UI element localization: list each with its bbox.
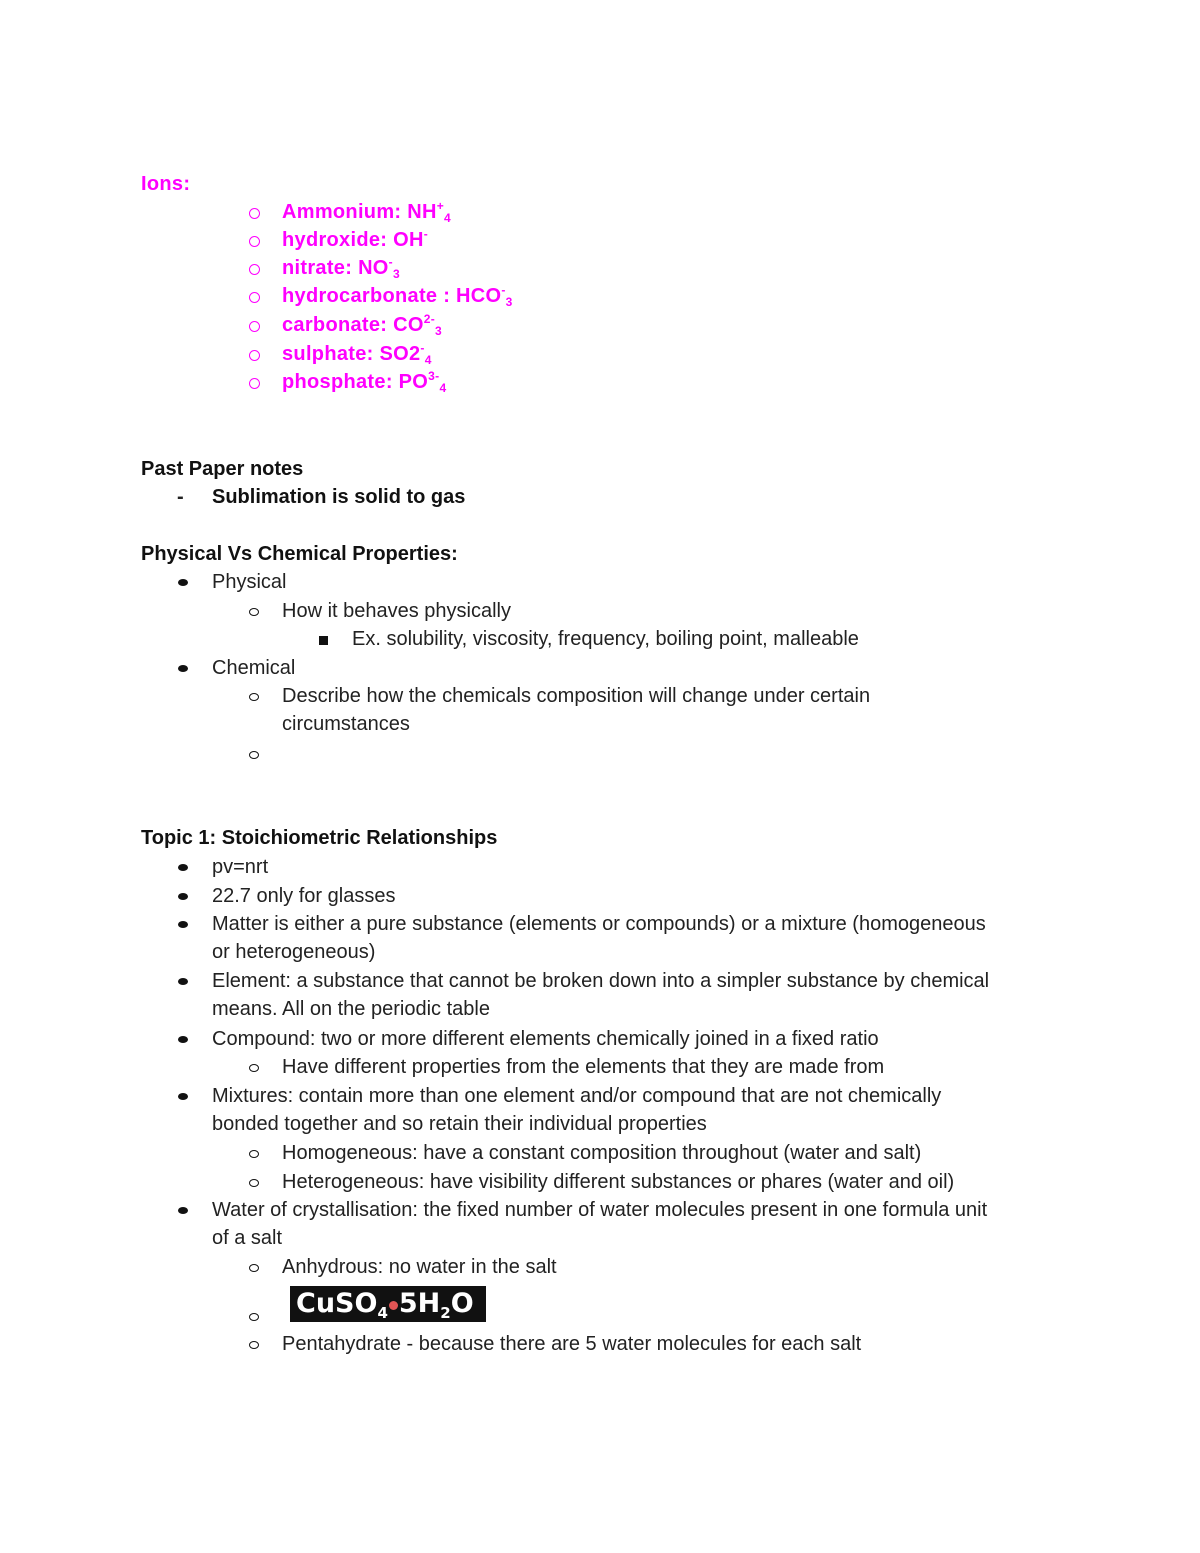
ion-sep: : xyxy=(394,201,408,223)
chemical-item: Chemical xyxy=(212,657,296,679)
formula-part: 5H xyxy=(398,1288,441,1319)
ion-name: hydroxide xyxy=(282,229,381,251)
ion-formula: CO xyxy=(393,314,424,336)
disc-bullet-icon xyxy=(178,978,188,985)
physical-sub-item: How it behaves physically xyxy=(282,600,511,622)
disc-bullet-icon xyxy=(178,665,188,672)
ion-charge: 3- xyxy=(428,369,440,383)
ions-heading: Ions: xyxy=(141,173,191,195)
formula-part: CuSO xyxy=(296,1288,378,1319)
ring-bullet-icon xyxy=(249,350,260,361)
ion-name: phosphate xyxy=(282,371,386,393)
ion-subscript: 4 xyxy=(424,353,432,367)
topic1-bullet: Mixtures: contain more than one element and/or compound that are not chemically xyxy=(212,1085,942,1107)
topic1-bullet: Water of crystallisation: the fixed number of water molecules present in one formula unit xyxy=(212,1199,988,1221)
ion-formula: SO2 xyxy=(379,343,421,365)
ion-sep: : xyxy=(385,371,399,393)
topic1-bullet: Matter is either a pure substance (elements or compounds) or a mixture (homogeneous xyxy=(212,913,986,935)
formula-image xyxy=(290,1286,486,1322)
circle-bullet-icon xyxy=(249,693,259,701)
ion-sep: : xyxy=(380,229,394,251)
dot-icon xyxy=(389,1301,398,1310)
ring-bullet-icon xyxy=(249,236,260,247)
ring-bullet-icon xyxy=(249,264,260,275)
formula-subscript: 4 xyxy=(377,1304,388,1322)
chemical-sub-item: Describe how the chemicals composition will change under certain xyxy=(282,685,871,707)
ion-subscript: 3 xyxy=(435,324,442,338)
ion-charge: 2- xyxy=(423,312,436,326)
topic1-heading: Topic 1: Stoichiometric Relationships xyxy=(141,827,498,849)
ion-name: sulphate xyxy=(282,343,367,365)
ion-subscript: 3 xyxy=(392,267,400,281)
disc-bullet-icon xyxy=(178,1207,188,1214)
ion-charge: - xyxy=(423,227,429,241)
circle-bullet-icon xyxy=(249,1179,259,1187)
topic1-sub-bullet: Have different properties from the elements that they are made from xyxy=(282,1056,885,1078)
circle-bullet-icon xyxy=(249,1341,259,1349)
ion-formula: HCO xyxy=(456,285,502,307)
ion-formula: NO xyxy=(358,257,389,279)
disc-bullet-icon xyxy=(178,1093,188,1100)
ring-bullet-icon xyxy=(249,378,260,389)
formula-part: O xyxy=(450,1288,474,1319)
topic1-bullet: 22.7 only for glasses xyxy=(212,885,396,907)
topic1-sub-bullet: Heterogeneous: have visibility different substances or phares (water and oil) xyxy=(282,1171,955,1193)
circle-bullet-icon xyxy=(249,1313,259,1321)
disc-bullet-icon xyxy=(178,864,188,871)
disc-bullet-icon xyxy=(178,1036,188,1043)
dash-bullet: - xyxy=(177,486,184,508)
ring-bullet-icon xyxy=(249,208,260,219)
disc-bullet-icon xyxy=(178,893,188,900)
ion-charge: - xyxy=(420,341,425,355)
ion-subscript: 3 xyxy=(505,295,513,309)
ring-bullet-icon xyxy=(249,321,260,332)
ion-name: carbonate xyxy=(282,314,381,336)
topic1-sub-bullet: Anhydrous: no water in the salt xyxy=(282,1256,557,1278)
ion-sep: : xyxy=(366,343,380,365)
ion-formula: NH xyxy=(407,201,437,223)
ion-name: nitrate xyxy=(282,257,346,279)
disc-bullet-icon xyxy=(178,579,188,586)
topic1-bullet-cont: bonded together and so retain their individual properties xyxy=(212,1113,707,1135)
ion-formula: OH xyxy=(393,229,424,251)
ion-sep: : xyxy=(380,314,394,336)
ion-formula: PO xyxy=(398,371,429,393)
topic1-sub-bullet: Pentahydrate - because there are 5 water molecules for each salt xyxy=(282,1333,862,1355)
topic1-bullet-cont: or heterogeneous) xyxy=(212,941,376,963)
formula-subscript: 2 xyxy=(440,1304,451,1322)
ion-subscript: 4 xyxy=(444,211,452,225)
topic1-sub-bullet: Homogeneous: have a constant composition throughout (water and salt) xyxy=(282,1142,922,1164)
circle-bullet-icon xyxy=(249,1264,259,1272)
ion-charge: - xyxy=(501,283,506,297)
ion-charge: - xyxy=(388,255,393,269)
topic1-bullet: Compound: two or more different elements chemically joined in a fixed ratio xyxy=(212,1028,879,1050)
past-paper-note: Sublimation is solid to gas xyxy=(212,486,466,508)
ion-subscript: 4 xyxy=(439,381,447,395)
disc-bullet-icon xyxy=(178,921,188,928)
circle-bullet-icon xyxy=(249,1064,259,1072)
circle-bullet-icon xyxy=(249,1150,259,1158)
topic1-bullet: Element: a substance that cannot be broken down into a simpler substance by chemical xyxy=(212,970,990,992)
ring-bullet-icon xyxy=(249,292,260,303)
topic1-bullet: pv=nrt xyxy=(212,856,269,878)
ion-name: hydrocarbonate xyxy=(282,285,438,307)
past-paper-heading: Past Paper notes xyxy=(141,458,304,480)
ion-charge: + xyxy=(436,199,445,213)
physical-example: Ex. solubility, viscosity, frequency, boiling point, malleable xyxy=(352,628,859,650)
ion-sep: : xyxy=(437,285,457,307)
ion-name: Ammonium xyxy=(282,201,395,223)
circle-bullet-icon xyxy=(249,751,259,759)
topic1-bullet-cont: means. All on the periodic table xyxy=(212,998,490,1020)
chemical-sub-item-cont: circumstances xyxy=(282,713,410,735)
physical-item: Physical xyxy=(212,571,287,593)
circle-bullet-icon xyxy=(249,608,259,616)
square-bullet-icon xyxy=(319,636,328,645)
properties-heading: Physical Vs Chemical Properties: xyxy=(141,543,458,565)
ion-sep: : xyxy=(345,257,359,279)
topic1-bullet-cont: of a salt xyxy=(212,1227,283,1249)
